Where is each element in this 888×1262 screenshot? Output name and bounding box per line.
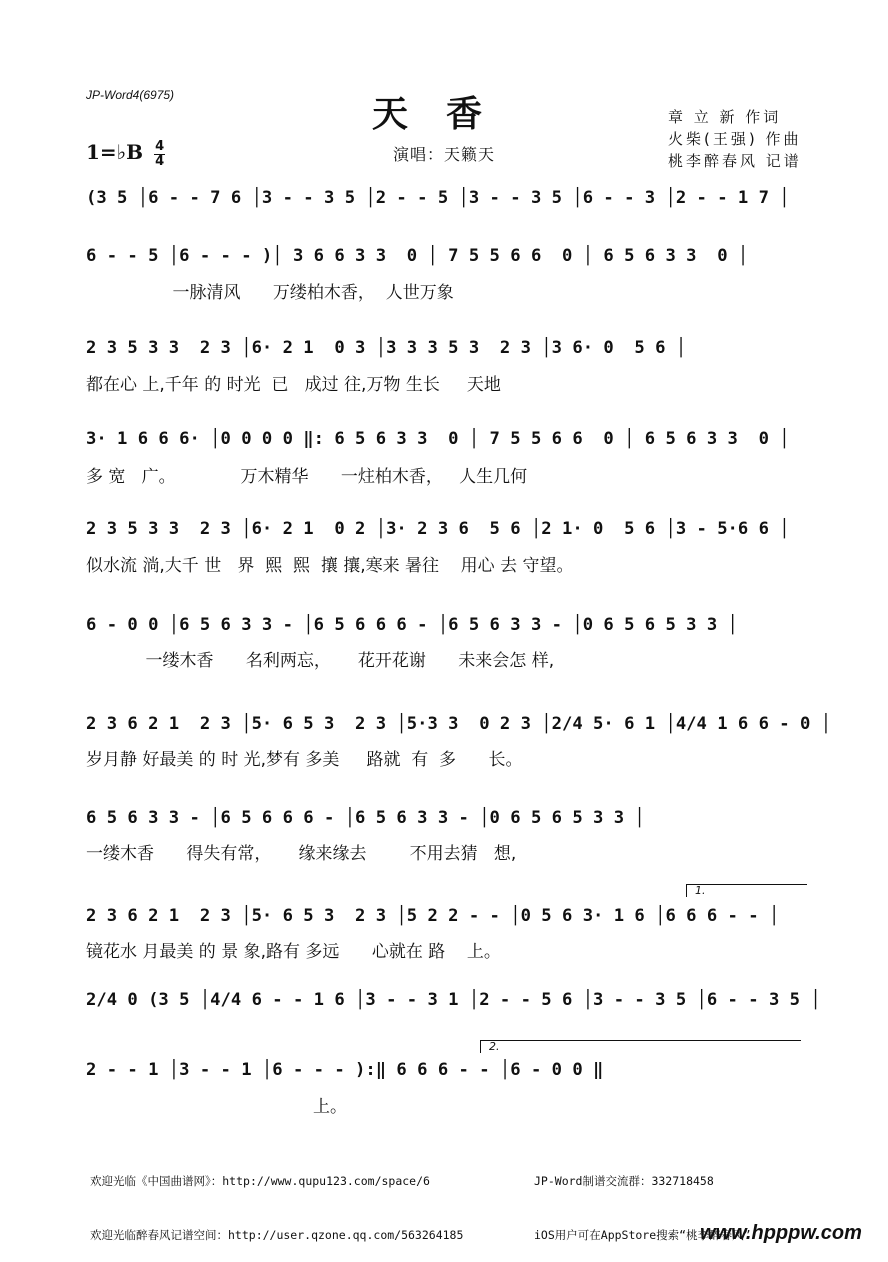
score-system-4-lyrics: 多 宽 广。 万木精华 一炷柏木香， 人生几何 [86, 467, 528, 487]
time-signature [154, 141, 165, 168]
score-system-2-notes: 6 - - 5 │6 - - - )│ 3 6 6 3 3 0 │ 7 5 5 6 6 0 │ 6 5 6 3 3 0 │ [86, 246, 749, 266]
transcriber-credit: 桃李醉春风 记谱 [668, 152, 802, 170]
volta-1-bracket [686, 884, 807, 897]
time-signature-bottom: 4 [155, 154, 165, 169]
footer-left-line-2: 欢迎光临醉春风记谱空间：http://user.qzone.qq.com/563264185 [90, 1228, 464, 1242]
time-signature-top: 4 [155, 139, 165, 154]
score-system-5-notes: 2 3 5 3 3 2 3 │6· 2 1 0 2 │3· 2 3 6 5 6 │2 1· 0 5 6 │3 - 5·6 6 │ [86, 519, 790, 539]
composer-credit: 火柴(王强) 作曲 [668, 130, 802, 148]
score-system-1-notes: (3 5 │6 - - 7 6 │3 - - 3 5 │2 - - 5 │3 - - 3 5 │6 - - 3 │2 - - 1 7 │ [86, 188, 790, 208]
score-system-5-lyrics: 似水流 淌,大千 世 界 熙 熙 攘 攘,寒来 暑往 用心 去 守望。 [86, 556, 574, 576]
score-system-3-lyrics: 都在心 上,千年 的 时光 已 成过 往,万物 生长 天地 [86, 375, 501, 395]
score-system-9-lyrics: 镜花水 月最美 的 景 象,路有 多远 心就在 路 上。 [86, 942, 501, 962]
score-system-2-lyrics: 一脉清风 万缕柏木香， 人世万象 [86, 283, 454, 303]
score-system-7-notes: 2 3 6 2 1 2 3 │5· 6 5 3 2 3 │5·3 3 0 2 3 │2/4 5· 6 1 │4/4 1 6 6 - 0 │ [86, 714, 832, 734]
key-signature: 1=♭B [86, 140, 144, 164]
score-system-6-notes: 6 - 0 0 │6 5 6 3 3 - │6 5 6 6 6 - │6 5 6 3 3 - │0 6 5 6 5 3 3 │ [86, 615, 738, 635]
score-system-8-lyrics: 一缕木香 得失有常， 缘来缘去 不用去猜 想, [86, 844, 517, 864]
score-system-3-notes: 2 3 5 3 3 2 3 │6· 2 1 0 3 │3 3 3 5 3 2 3 │3 6· 0 5 6 │ [86, 338, 687, 358]
page-title: 天香 [372, 93, 521, 135]
footer-right-line-1: JP-Word制谱交流群：332718458 [534, 1174, 714, 1188]
footer-right-line-2: iOS用户可在AppStore搜索“桃李醉春风” [534, 1228, 751, 1242]
key-and-time [86, 140, 165, 168]
footer-left [90, 1136, 463, 1262]
score-system-6-lyrics: 一缕木香 名利两忘， 花开花谢 未来会怎 样, [86, 651, 555, 671]
credits [668, 106, 802, 172]
watermark: www.hpppw.com [700, 1222, 862, 1244]
score-system-8-notes: 6 5 6 3 3 - │6 5 6 6 6 - │6 5 6 3 3 - │0 6 5 6 5 3 3 │ [86, 808, 645, 828]
score-system-7-lyrics: 岁月静 好最美 的 时 光,梦有 多美 路就 有 多 长。 [86, 750, 523, 770]
singer-credit: 演唱：天籁天 [393, 145, 496, 164]
lyricist-credit: 章 立 新 作词 [668, 108, 782, 126]
score-system-10-notes: 2/4 0 (3 5 │4/4 6 - - 1 6 │3 - - 3 1 │2 - - 5 6 │3 - - 3 5 │6 - - 3 5 │ [86, 990, 821, 1010]
volta-2-label: 2. [489, 1040, 500, 1053]
score-system-11-lyrics: 上。 [86, 1097, 347, 1117]
source-tag: JP-Word4(6975) [86, 88, 175, 102]
score-system-9-notes: 2 3 6 2 1 2 3 │5· 6 5 3 2 3 │5 2 2 - - │0 5 6 3· 1 6 │6 6 6 - - │ [86, 906, 780, 926]
score-system-11-notes: 2 - - 1 │3 - - 1 │6 - - - ):‖ 6 6 6 - - │6 - 0 0 ‖ [86, 1060, 604, 1080]
volta-1-label: 1. [695, 884, 706, 897]
footer-left-line-1: 欢迎光临《中国曲谱网》：http://www.qupu123.com/space/6 [90, 1174, 430, 1188]
volta-2-bracket [480, 1040, 801, 1053]
score-system-4-notes: 3· 1 6 6 6· │0 0 0 0 ‖: 6 5 6 3 3 0 │ 7 5 5 6 6 0 │ 6 5 6 3 3 0 │ [86, 429, 790, 449]
